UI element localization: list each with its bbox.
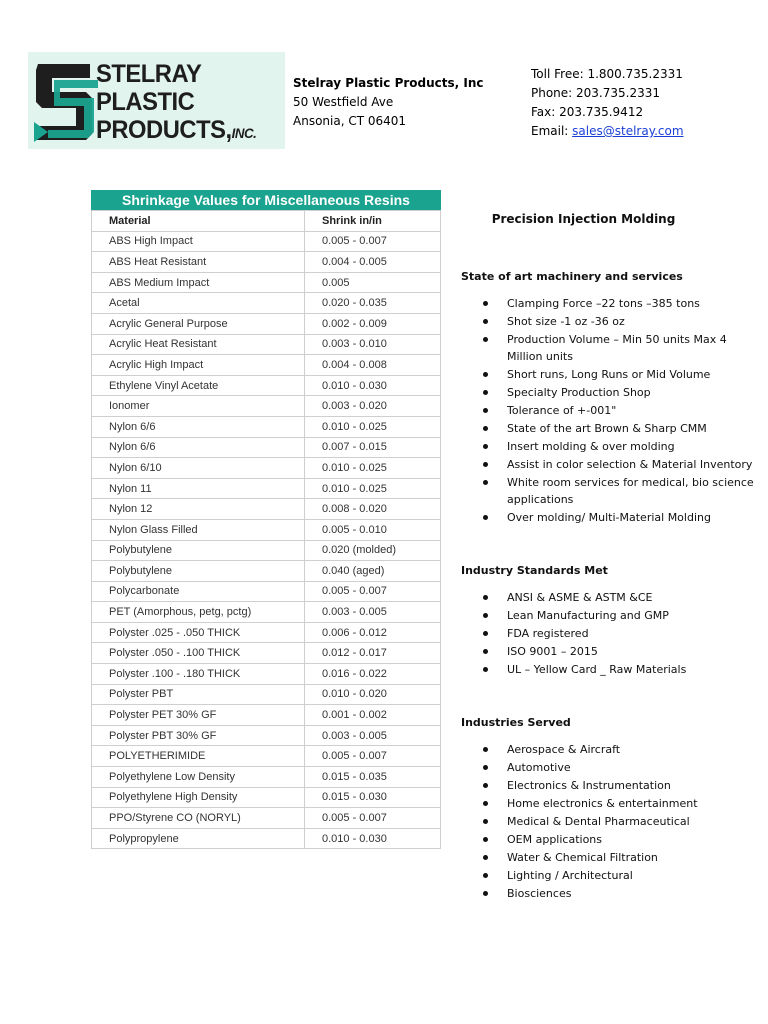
list-item: Tolerance of +-001" — [461, 402, 761, 419]
bullet-list — [461, 295, 761, 526]
section-title: Industry Standards Met — [461, 564, 608, 577]
street-address: 50 Westfield Ave — [293, 95, 394, 109]
section-standards — [461, 564, 761, 678]
table-row — [92, 664, 441, 685]
toll-free-number: Toll Free: 1.800.735.2331 — [531, 67, 683, 81]
logo-line-1: STELRAY — [96, 60, 202, 88]
table-row — [92, 705, 441, 726]
table-row — [92, 478, 441, 499]
table-row — [92, 355, 441, 376]
shrink-cell: 0.002 - 0.009 — [305, 313, 441, 334]
shrink-cell: 0.005 - 0.007 — [305, 746, 441, 767]
shrink-cell: 0.004 - 0.005 — [305, 252, 441, 273]
material-cell: Polyster PBT 30% GF — [92, 725, 305, 746]
list-item: ANSI & ASME & ASTM &CE — [461, 589, 761, 606]
section-title: State of art machinery and services — [461, 270, 683, 283]
list-item: Short runs, Long Runs or Mid Volume — [461, 366, 761, 383]
list-item: Medical & Dental Pharmaceutical — [461, 813, 761, 830]
list-item: Assist in color selection & Material Inventory — [461, 456, 761, 473]
list-item: Lean Manufacturing and GMP — [461, 607, 761, 624]
shrink-cell: 0.012 - 0.017 — [305, 643, 441, 664]
shrink-cell: 0.005 - 0.007 — [305, 231, 441, 252]
email-line — [531, 122, 684, 141]
services-heading: Precision Injection Molding — [491, 212, 676, 226]
material-cell: ABS High Impact — [92, 231, 305, 252]
shrink-cell: 0.040 (aged) — [305, 561, 441, 582]
table-header-row — [92, 211, 441, 232]
table-row — [92, 746, 441, 767]
shrink-cell: 0.005 - 0.010 — [305, 519, 441, 540]
table-row — [92, 272, 441, 293]
shrink-cell: 0.003 - 0.020 — [305, 396, 441, 417]
shrink-cell: 0.007 - 0.015 — [305, 437, 441, 458]
material-cell: Polyethylene High Density — [92, 787, 305, 808]
table-row — [92, 252, 441, 273]
material-cell: Polybutylene — [92, 561, 305, 582]
table-row — [92, 416, 441, 437]
list-item: Water & Chemical Filtration — [461, 849, 761, 866]
table-row — [92, 561, 441, 582]
material-cell: Polyster PET 30% GF — [92, 705, 305, 726]
logo-line-3-text: PRODUCTS, — [96, 116, 232, 144]
material-cell: Nylon 11 — [92, 478, 305, 499]
shrink-cell: 0.010 - 0.030 — [305, 375, 441, 396]
shrink-cell: 0.005 - 0.007 — [305, 581, 441, 602]
shrink-cell: 0.010 - 0.020 — [305, 684, 441, 705]
shrinkage-table — [91, 190, 441, 849]
shrink-cell: 0.001 - 0.002 — [305, 705, 441, 726]
material-cell: Polyster .050 - .100 THICK — [92, 643, 305, 664]
table-row — [92, 622, 441, 643]
list-item: FDA registered — [461, 625, 761, 642]
list-item: Shot size -1 oz -36 oz — [461, 313, 761, 330]
list-item: Biosciences — [461, 885, 761, 902]
logo-wordmark — [96, 60, 265, 147]
list-item: State of the art Brown & Sharp CMM — [461, 420, 761, 437]
material-cell: Acrylic High Impact — [92, 355, 305, 376]
shrink-cell: 0.006 - 0.012 — [305, 622, 441, 643]
material-cell: Acrylic General Purpose — [92, 313, 305, 334]
table-row — [92, 293, 441, 314]
material-cell: Polyethylene Low Density — [92, 767, 305, 788]
material-cell: Nylon 12 — [92, 499, 305, 520]
contact-info — [531, 65, 684, 141]
company-address — [293, 74, 484, 131]
email-label: Email: — [531, 124, 573, 138]
material-cell: Ethylene Vinyl Acetate — [92, 375, 305, 396]
list-item: Over molding/ Multi-Material Molding — [461, 509, 761, 526]
material-cell: Nylon 6/6 — [92, 437, 305, 458]
table-row — [92, 458, 441, 479]
table-row — [92, 334, 441, 355]
material-cell: ABS Heat Resistant — [92, 252, 305, 273]
list-item: ISO 9001 – 2015 — [461, 643, 761, 660]
shrink-cell: 0.010 - 0.025 — [305, 458, 441, 479]
list-item: Electronics & Instrumentation — [461, 777, 761, 794]
material-cell: Polyster .100 - .180 THICK — [92, 664, 305, 685]
material-cell: Nylon 6/10 — [92, 458, 305, 479]
material-cell: Acrylic Heat Resistant — [92, 334, 305, 355]
shrink-cell: 0.020 (molded) — [305, 540, 441, 561]
company-logo — [28, 52, 285, 149]
list-item: Aerospace & Aircraft — [461, 741, 761, 758]
list-item: Clamping Force –22 tons –385 tons — [461, 295, 761, 312]
shrink-cell: 0.015 - 0.030 — [305, 787, 441, 808]
table-row — [92, 375, 441, 396]
shrink-cell: 0.010 - 0.030 — [305, 828, 441, 849]
shrink-cell: 0.016 - 0.022 — [305, 664, 441, 685]
material-cell: Polyster .025 - .050 THICK — [92, 622, 305, 643]
list-item: Home electronics & entertainment — [461, 795, 761, 812]
table-row — [92, 437, 441, 458]
list-item: Specialty Production Shop — [461, 384, 761, 401]
header-material: Material — [92, 211, 305, 232]
shrink-cell: 0.005 — [305, 272, 441, 293]
bullet-list — [461, 589, 761, 678]
table-row — [92, 767, 441, 788]
shrink-cell: 0.004 - 0.008 — [305, 355, 441, 376]
table-row — [92, 231, 441, 252]
table-row — [92, 787, 441, 808]
table-row — [92, 643, 441, 664]
table-row — [92, 396, 441, 417]
shrink-cell: 0.010 - 0.025 — [305, 478, 441, 499]
bullet-list — [461, 741, 761, 902]
list-item: Automotive — [461, 759, 761, 776]
list-item: OEM applications — [461, 831, 761, 848]
section-machinery — [461, 270, 761, 526]
table-row — [92, 602, 441, 623]
table-row — [92, 808, 441, 829]
list-item: White room services for medical, bio science applications — [461, 474, 761, 508]
table-row — [92, 828, 441, 849]
material-cell: PPO/Styrene CO (NORYL) — [92, 808, 305, 829]
logo-line-2: PLASTIC — [96, 88, 195, 116]
shrink-cell: 0.015 - 0.035 — [305, 767, 441, 788]
shrink-cell: 0.005 - 0.007 — [305, 808, 441, 829]
section-title: Industries Served — [461, 716, 571, 729]
email-link[interactable]: sales@stelray.com — [572, 124, 684, 138]
list-item: Insert molding & over molding — [461, 438, 761, 455]
list-item: Production Volume – Min 50 units Max 4 Million units — [461, 331, 761, 365]
shrink-cell: 0.020 - 0.035 — [305, 293, 441, 314]
table-body — [92, 231, 441, 849]
shrink-cell: 0.003 - 0.010 — [305, 334, 441, 355]
fax-number: Fax: 203.735.9412 — [531, 105, 644, 119]
logo-line-3 — [96, 116, 256, 147]
material-cell: ABS Medium Impact — [92, 272, 305, 293]
material-cell: Polypropylene — [92, 828, 305, 849]
city-state-zip: Ansonia, CT 06401 — [293, 114, 407, 128]
material-cell: POLYETHERIMIDE — [92, 746, 305, 767]
table-row — [92, 581, 441, 602]
shrink-cell: 0.003 - 0.005 — [305, 725, 441, 746]
material-cell: Polybutylene — [92, 540, 305, 561]
company-name: Stelray Plastic Products, Inc — [293, 76, 484, 90]
shrink-cell: 0.010 - 0.025 — [305, 416, 441, 437]
material-cell: Ionomer — [92, 396, 305, 417]
list-item: UL – Yellow Card _ Raw Materials — [461, 661, 761, 678]
material-cell: Polyster PBT — [92, 684, 305, 705]
header-shrink: Shrink in/in — [305, 211, 441, 232]
material-cell: Polycarbonate — [92, 581, 305, 602]
shrink-cell: 0.008 - 0.020 — [305, 499, 441, 520]
phone-number: Phone: 203.735.2331 — [531, 86, 661, 100]
shrink-cell: 0.003 - 0.005 — [305, 602, 441, 623]
services-column — [461, 212, 761, 903]
section-industries — [461, 716, 761, 902]
table-row — [92, 725, 441, 746]
table-row — [92, 313, 441, 334]
list-item: Lighting / Architectural — [461, 867, 761, 884]
material-cell: Acetal — [92, 293, 305, 314]
material-cell: Nylon Glass Filled — [92, 519, 305, 540]
table-row — [92, 684, 441, 705]
table-row — [92, 540, 441, 561]
material-cell: Nylon 6/6 — [92, 416, 305, 437]
logo-inc: INC. — [231, 125, 257, 141]
material-cell: PET (Amorphous, petg, pctg) — [92, 602, 305, 623]
table-title: Shrinkage Values for Miscellaneous Resins — [91, 190, 441, 210]
table-row — [92, 519, 441, 540]
table-row — [92, 499, 441, 520]
